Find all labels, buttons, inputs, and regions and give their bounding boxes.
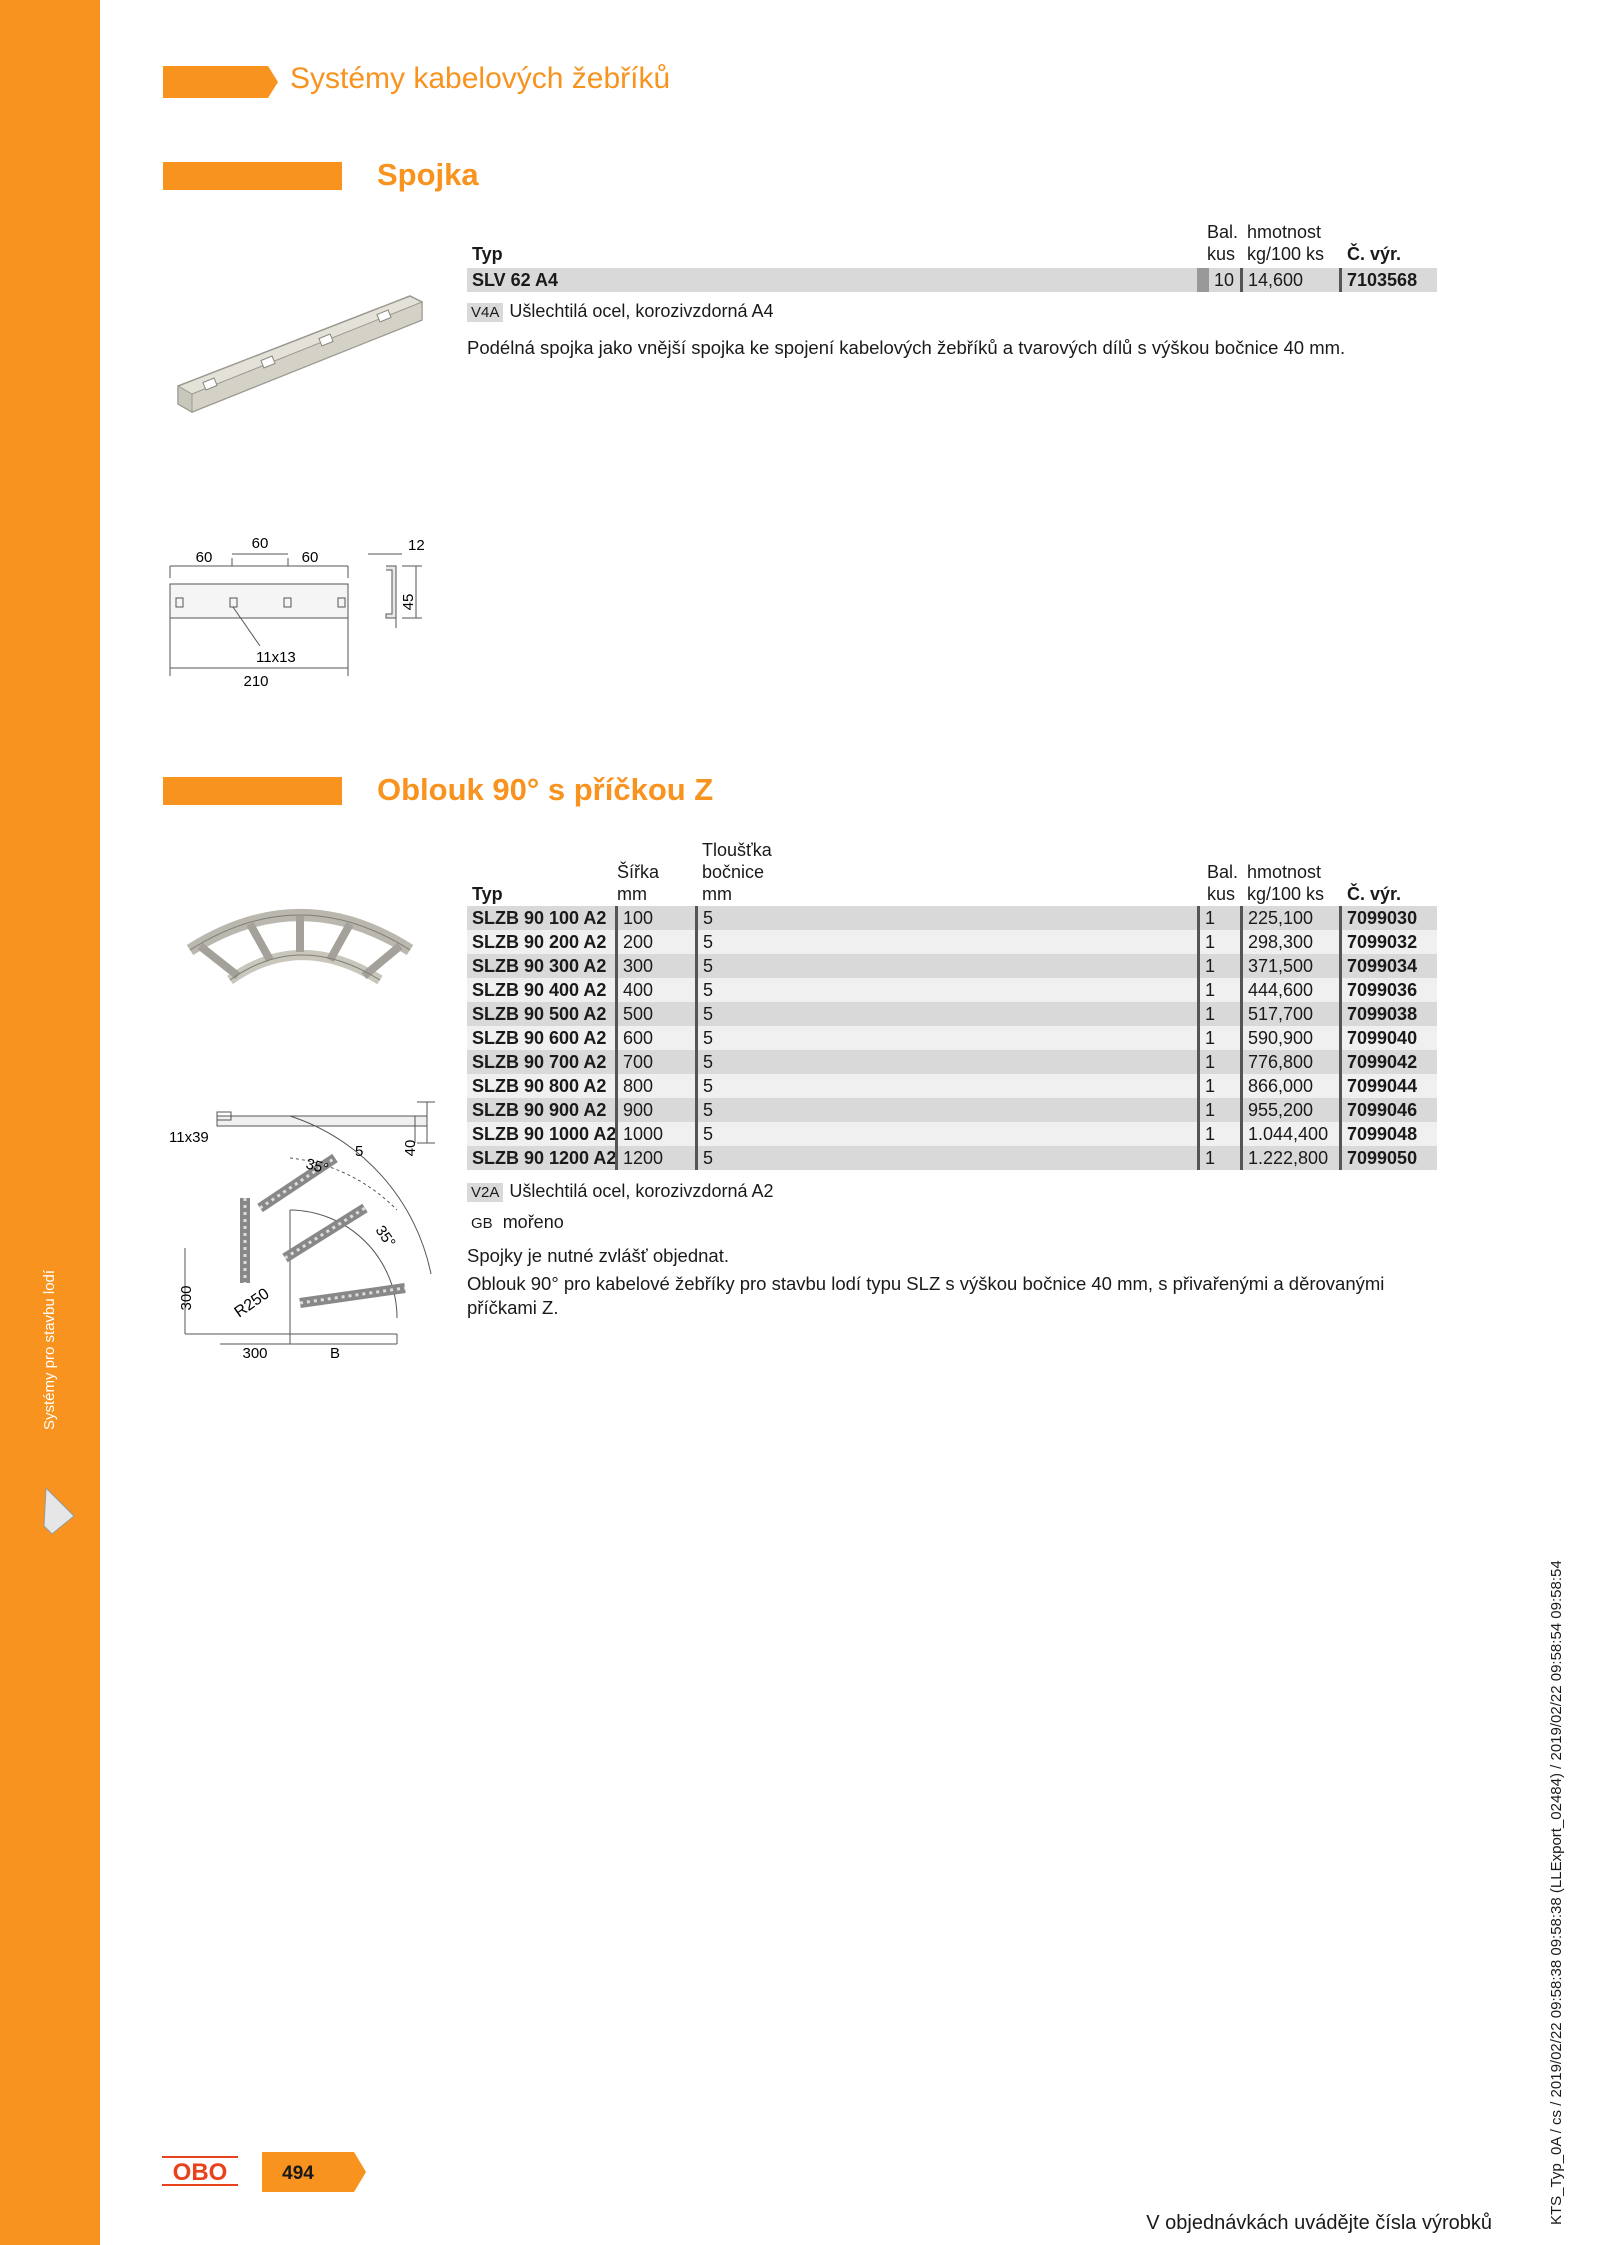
col-header-hmotnost-unit: kg/100 ks (1247, 244, 1325, 264)
page-number: 494 (282, 2163, 314, 2184)
cell-typ: SLZB 90 200 A2 (472, 932, 607, 952)
table-row (467, 978, 1437, 1002)
cell-bal: 1 (1197, 1050, 1215, 1074)
cell-tl: 5 (695, 1050, 713, 1074)
marker-arrow-icon (42, 1486, 78, 1536)
cell-hmot: 517,700 (1240, 1002, 1313, 1026)
cell-bal: 1 (1197, 1002, 1215, 1026)
dim-label: 35° (303, 1155, 331, 1178)
col-header-sirka-unit: mm (617, 884, 647, 904)
cell-cvyr: 7099032 (1339, 930, 1417, 954)
cell-tl: 5 (695, 1026, 713, 1050)
col-header-typ: Typ (472, 884, 503, 904)
cell-bal: 1 (1197, 1146, 1215, 1170)
cell-cvyr: 7099030 (1339, 906, 1417, 930)
cell-hmot: 298,300 (1240, 930, 1313, 954)
dim-label: 5 (355, 1143, 364, 1160)
export-info: KTS_Typ_0A / cs / 2019/02/22 09:58:38 09:58:38 (LLExport_02484) / 2019/02/22 09:58:54 09:58:54 (1548, 1560, 1565, 2225)
cell-tl: 5 (695, 1002, 713, 1026)
cell-cvyr: 7099034 (1339, 954, 1417, 978)
table-row (467, 1050, 1437, 1074)
col-header-bal: Bal. (1207, 862, 1239, 882)
cell-hmotnost: 14,600 (1240, 268, 1303, 292)
cell-typ: SLZB 90 600 A2 (472, 1028, 607, 1048)
description-spojka: Podélná spojka jako vnější spojka ke spojení kabelových žebříků a tvarových dílů s výškou bočnice 40 mm. (467, 337, 1346, 358)
dim-label: 45 (400, 593, 417, 611)
cell-typ: SLZB 90 500 A2 (472, 1004, 607, 1024)
col-header-cvyr: Č. výr. (1347, 244, 1402, 264)
cell-tl: 5 (695, 930, 713, 954)
table-row (467, 1146, 1437, 1170)
cell-hmot: 1.044,400 (1240, 1122, 1328, 1146)
section-title-spojka: Spojka (377, 157, 479, 192)
section-bar (163, 777, 342, 805)
finish-code: GB (471, 1215, 493, 1232)
table-row (467, 1098, 1437, 1122)
dim-label: 11x39 (169, 1129, 209, 1146)
cell-hmot: 776,800 (1240, 1050, 1313, 1074)
dim-label: 300 (178, 1285, 195, 1311)
cell-tl: 5 (695, 906, 713, 930)
cell-sirka: 700 (615, 1050, 653, 1074)
product-image-oblouk (180, 900, 420, 1010)
cell-tl: 5 (695, 1122, 713, 1146)
product-table-spojka (467, 222, 1437, 292)
page-number-tab (262, 2152, 366, 2192)
col-header-bal-unit: kus (1207, 244, 1236, 264)
dim-label: R250 (231, 1285, 273, 1322)
cell-sirka: 400 (615, 978, 653, 1002)
cell-typ: SLZB 90 400 A2 (472, 980, 607, 1000)
table-row (467, 1122, 1437, 1146)
cell-sirka: 1200 (615, 1146, 663, 1170)
dim-label: 60 (301, 549, 319, 566)
description-oblouk: Oblouk 90° pro kabelové žebříky pro stavbu lodí typu SLZ s výškou bočnice 40 mm, s přivařenými a děrovanými příčkami Z. (467, 1273, 1385, 1318)
cell-cvyr: 7099046 (1339, 1098, 1417, 1122)
sidebar-label: Systémy pro stavbu lodí (41, 1269, 58, 1430)
cell-hmot: 955,200 (1240, 1098, 1313, 1122)
table-row (467, 1074, 1437, 1098)
product-image-spojka (170, 286, 430, 426)
cell-typ: SLV 62 A4 (472, 270, 559, 290)
dim-label: 11x13 (256, 649, 296, 666)
brand-wordmark: OBO (172, 2159, 228, 2186)
cell-cvyr: 7103568 (1339, 268, 1417, 292)
col-header-sirka: Šířka (617, 862, 660, 882)
cell-typ: SLZB 90 900 A2 (472, 1100, 607, 1120)
cell-sirka: 1000 (615, 1122, 663, 1146)
col-header-bal-unit: kus (1207, 884, 1236, 904)
table-row (467, 268, 1437, 292)
cell-sirka: 900 (615, 1098, 653, 1122)
col-header-tloustka: Tloušťka (702, 840, 772, 860)
cell-tl: 5 (695, 1098, 713, 1122)
cell-cvyr: 7099038 (1339, 1002, 1417, 1026)
material-text: Ušlechtilá ocel, korozivzdorná A4 (509, 301, 774, 321)
cell-tl: 5 (695, 1074, 713, 1098)
cell-cvyr: 7099040 (1339, 1026, 1417, 1050)
material-code: V4A (467, 303, 503, 322)
section-title-oblouk: Oblouk 90° s příčkou Z (377, 772, 714, 807)
cell-typ: SLZB 90 300 A2 (472, 956, 607, 976)
cell-typ: SLZB 90 800 A2 (472, 1076, 607, 1096)
header-tab-shape (163, 66, 278, 98)
table-row (467, 954, 1437, 978)
technical-drawing-spojka (160, 518, 460, 698)
table-row (467, 930, 1437, 954)
cell-sirka: 800 (615, 1074, 653, 1098)
sidebar (0, 0, 100, 2245)
dim-label: 12 (408, 537, 425, 554)
cell-tl: 5 (695, 978, 713, 1002)
finish-text: mořeno (502, 1212, 564, 1232)
cell-sirka: 600 (615, 1026, 653, 1050)
cell-typ: SLZB 90 100 A2 (472, 908, 607, 928)
technical-drawing-oblouk (165, 1098, 435, 1363)
cell-hmot: 1.222,800 (1240, 1146, 1328, 1170)
material-line (467, 1181, 774, 1202)
col-header-bal: Bal. (1207, 222, 1239, 242)
cell-tl: 5 (695, 954, 713, 978)
cell-sirka: 500 (615, 1002, 653, 1026)
cell-cvyr: 7099050 (1339, 1146, 1417, 1170)
cell-cvyr: 7099048 (1339, 1122, 1417, 1146)
dim-label: 60 (251, 535, 269, 552)
cell-bal: 1 (1197, 1098, 1215, 1122)
cell-sirka: 100 (615, 906, 653, 930)
header-title: Systémy kabelových žebříků (290, 62, 671, 95)
footer-note: V objednávkách uvádějte čísla výrobků (1146, 2212, 1492, 2234)
cell-cvyr: 7099042 (1339, 1050, 1417, 1074)
material-line (467, 301, 774, 322)
cell-typ: SLZB 90 700 A2 (472, 1052, 607, 1072)
cell-bal: 10 (1197, 268, 1234, 292)
table-row (467, 1026, 1437, 1050)
cell-bal: 1 (1197, 1026, 1215, 1050)
dim-label: 300 (242, 1345, 268, 1362)
cell-hmot: 225,100 (1240, 906, 1313, 930)
col-header-hmotnost: hmotnost (1247, 862, 1322, 882)
finish-line (467, 1212, 564, 1233)
col-header-cvyr: Č. výr. (1347, 884, 1402, 904)
obo-logo (160, 2155, 240, 2192)
dim-label: 40 (402, 1139, 419, 1157)
material-code: V2A (467, 1183, 503, 1202)
dim-label: 210 (243, 673, 269, 690)
cell-cvyr: 7099044 (1339, 1074, 1417, 1098)
col-header-typ: Typ (472, 244, 503, 264)
cell-hmot: 444,600 (1240, 978, 1313, 1002)
table-row (467, 906, 1437, 930)
table-row (467, 1002, 1437, 1026)
material-text: Ušlechtilá ocel, korozivzdorná A2 (509, 1181, 774, 1201)
cell-bal: 1 (1197, 954, 1215, 978)
cell-hmot: 866,000 (1240, 1074, 1313, 1098)
col-header-tloustka-unit: mm (702, 884, 732, 904)
cell-tl: 5 (695, 1146, 713, 1170)
cell-bal: 1 (1197, 1074, 1215, 1098)
cell-bal: 1 (1197, 978, 1215, 1002)
dim-label: 35° (371, 1222, 399, 1251)
cell-hmot: 371,500 (1240, 954, 1313, 978)
dim-label: B (329, 1345, 341, 1362)
dim-label: 60 (195, 549, 213, 566)
table-body (467, 906, 1437, 1170)
note-oblouk: Spojky je nutné zvlášť objednat. (467, 1245, 729, 1266)
cell-sirka: 300 (615, 954, 653, 978)
cell-sirka: 200 (615, 930, 653, 954)
section-bar (163, 162, 342, 190)
cell-bal: 1 (1197, 906, 1215, 930)
cell-hmot: 590,900 (1240, 1026, 1313, 1050)
cell-bal: 1 (1197, 930, 1215, 954)
cell-typ: SLZB 90 1000 A2 (472, 1124, 617, 1144)
col-header-hmotnost-unit: kg/100 ks (1247, 884, 1325, 904)
cell-bal: 1 (1197, 1122, 1215, 1146)
col-header-bocnice: bočnice (702, 862, 765, 882)
cell-typ: SLZB 90 1200 A2 (472, 1148, 617, 1168)
col-header-hmotnost: hmotnost (1247, 222, 1322, 242)
product-table-oblouk (467, 840, 1437, 1170)
cell-cvyr: 7099036 (1339, 978, 1417, 1002)
